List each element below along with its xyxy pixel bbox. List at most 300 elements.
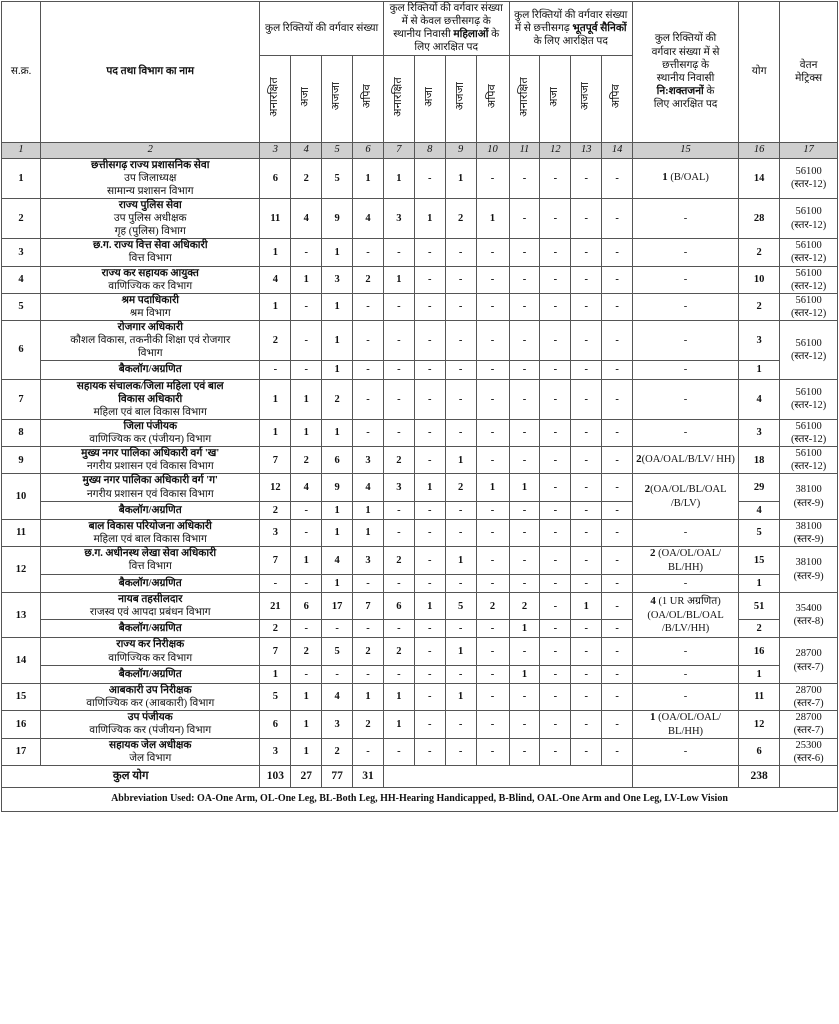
cell-col-14: - [602, 321, 633, 361]
abbreviation-text: Abbreviation Used: OA-One Arm, OL-One Leg, BL-Both Leg, HH-Hearing Handicapped, B-Blind, OAL-One Arm and One Leg, LV-Low Vision [2, 788, 838, 812]
cell-col-7: 2 [383, 638, 414, 665]
cell-col-10: - [476, 574, 509, 592]
cell-col-10: 1 [476, 198, 509, 238]
disability-reservation-cell [633, 711, 739, 739]
cell-col-14: - [602, 361, 633, 379]
subhead-women-obc: अपिव [476, 55, 509, 142]
cell-col-11: - [509, 321, 540, 361]
cell-col-13: - [571, 379, 602, 419]
table-row [2, 474, 838, 501]
serial-number: 14 [2, 638, 41, 683]
cell-col-8: - [414, 519, 445, 546]
serial-number: 17 [2, 738, 41, 765]
disability-count: 1 [662, 171, 668, 184]
cell-col-5: 2 [322, 738, 353, 765]
table-row [2, 266, 838, 293]
post-designation: उप जिलाध्यक्ष [124, 172, 177, 184]
backlog-label: बैकलॉग/अग्रणित [41, 574, 260, 592]
post-and-department [41, 266, 260, 293]
disability-reservation-cell [633, 447, 739, 474]
disability-reservation-cell: - [633, 239, 739, 266]
cell-col-13: - [571, 198, 602, 238]
pay-level: (स्तर-12) [790, 307, 827, 319]
pay-amount: 56100 [795, 166, 822, 178]
row-total: 28 [739, 198, 780, 238]
cell-col-9: 2 [445, 474, 476, 501]
cell-col-13: - [571, 638, 602, 665]
pay-matrix-cell [780, 321, 838, 380]
post-title: सहायक संचालक/जिला महिला एवं बाल [76, 380, 224, 392]
cell-col-14: - [602, 711, 633, 739]
cell-col-10: - [476, 665, 509, 683]
post-designation: जेल विभाग [129, 753, 172, 764]
cell-col-8: - [414, 547, 445, 575]
cell-col-10: - [476, 379, 509, 419]
cell-col-12: - [540, 574, 571, 592]
disability-count: 4 [650, 595, 656, 608]
cell-col-14: - [602, 198, 633, 238]
cell-col-3: 1 [260, 239, 291, 266]
grand-total-blank-pay [780, 766, 838, 788]
cell-col-8: - [414, 419, 445, 446]
cell-col-3: 7 [260, 638, 291, 665]
disability-codes: (OA/OAL/B/LV/ HH) [641, 454, 735, 466]
cell-col-10: - [476, 158, 509, 198]
cell-col-9: - [445, 665, 476, 683]
cell-col-12: - [540, 665, 571, 683]
cell-col-14: - [602, 379, 633, 419]
cell-col-11: - [509, 158, 540, 198]
table-row [2, 158, 838, 198]
row-total: 10 [739, 266, 780, 293]
table-row [2, 519, 838, 546]
hgw-l4: लिए आरक्षित पद [414, 42, 479, 54]
cell-col-6: - [353, 379, 384, 419]
pay-amount: 38100 [795, 557, 822, 569]
cell-col-6: 1 [353, 501, 384, 519]
post-designation: वित्त विभाग [128, 561, 172, 573]
disability-reservation-cell: - [633, 665, 739, 683]
cell-col-6: 1 [353, 519, 384, 546]
cell-col-12: - [540, 198, 571, 238]
cell-col-11: - [509, 361, 540, 379]
backlog-total: 4 [739, 501, 780, 519]
post-title: मुख्य नगर पालिका अधिकारी वर्ग 'ख' [81, 448, 220, 460]
cell-col-13: - [571, 738, 602, 765]
grand-total-sum: 238 [739, 766, 780, 788]
cell-col-4: - [291, 321, 322, 361]
pay-amount: 35400 [795, 603, 822, 615]
disability-reservation-cell: - [633, 321, 739, 361]
cell-col-12: - [540, 547, 571, 575]
cell-col-3: 5 [260, 683, 291, 710]
table-row [2, 683, 838, 710]
cell-col-12: - [540, 239, 571, 266]
post-and-department [41, 638, 260, 665]
pay-amount: 28700 [795, 684, 822, 696]
column-number-row [2, 142, 838, 158]
subhead-exserv-sc: अजा [540, 55, 571, 142]
cell-col-4: - [291, 519, 322, 546]
serial-number: 9 [2, 447, 41, 474]
disability-count: 2 [636, 453, 642, 466]
pay-level: (स्तर-12) [790, 461, 827, 473]
row-total: 6 [739, 738, 780, 765]
cell-col-12: - [540, 419, 571, 446]
pay-matrix-cell [780, 266, 838, 293]
cell-col-13: - [571, 158, 602, 198]
cell-col-11: - [509, 239, 540, 266]
cell-col-4: - [291, 501, 322, 519]
cell-col-14: - [602, 419, 633, 446]
backlog-total: 2 [739, 620, 780, 638]
cell-col-8: - [414, 447, 445, 474]
cell-col-13: - [571, 474, 602, 501]
cell-col-3: - [260, 361, 291, 379]
cell-col-7: - [383, 321, 414, 361]
cell-col-4: 1 [291, 419, 322, 446]
pay-matrix-cell [780, 419, 838, 446]
post-designation: राजस्व एवं आपदा प्रबंधन विभाग [89, 607, 211, 619]
disability-count: 1 [649, 711, 656, 723]
cell-col-14: - [602, 158, 633, 198]
cell-col-12: - [540, 474, 571, 501]
cell-col-10: - [476, 683, 509, 710]
cell-col-3: 6 [260, 158, 291, 198]
pay-amount: 56100 [795, 337, 822, 349]
cell-col-10: - [476, 361, 509, 379]
cell-col-13: - [571, 447, 602, 474]
serial-number: 7 [2, 379, 41, 419]
cell-col-13: - [571, 361, 602, 379]
cell-col-6: 3 [353, 547, 384, 575]
grand-total-blank-disability [633, 766, 739, 788]
backlog-label: बैकलॉग/अग्रणित [41, 361, 260, 379]
cell-col-4: - [291, 239, 322, 266]
cell-col-10: 1 [476, 474, 509, 501]
cell-col-5: 1 [322, 501, 353, 519]
cell-col-13: - [571, 519, 602, 546]
serial-number: 13 [2, 593, 41, 638]
cell-col-8: 1 [414, 593, 445, 620]
cell-col-14: - [602, 474, 633, 501]
cell-col-10: - [476, 266, 509, 293]
disability-reservation-cell [633, 474, 739, 519]
pay-matrix-cell [780, 519, 838, 546]
cell-col-7: - [383, 379, 414, 419]
pay-matrix-cell [780, 447, 838, 474]
backlog-label: बैकलॉग/अग्रणित [41, 665, 260, 683]
disability-reservation-cell [633, 158, 739, 198]
pay-amount: 56100 [795, 294, 822, 306]
cell-col-6: 2 [353, 638, 384, 665]
serial-number: 12 [2, 547, 41, 593]
post-title: रोजगार अधिकारी [117, 322, 183, 333]
cell-col-14: - [602, 620, 633, 638]
grand-total-col-5: 77 [322, 766, 353, 788]
post-and-department [41, 419, 260, 446]
backlog-row [2, 665, 838, 683]
cell-col-5: 5 [322, 638, 353, 665]
row-total: 2 [739, 293, 780, 320]
cell-col-14: - [602, 293, 633, 320]
post-designation: वाणिज्यिक कर (पंजीयन) विभाग [89, 434, 212, 445]
pay-level: (स्तर-12) [790, 253, 827, 265]
post-and-department [41, 683, 260, 710]
post-title: नायब तहसीलदार [118, 594, 183, 605]
cell-col-5: 3 [322, 711, 353, 739]
cell-col-11: - [509, 711, 540, 739]
cell-col-7: 3 [383, 198, 414, 238]
post-title: राज्य कर सहायक आयुक्त [101, 267, 199, 279]
row-total: 3 [739, 419, 780, 446]
cell-col-4: 1 [291, 738, 322, 765]
cell-col-12: - [540, 738, 571, 765]
pay-level: (स्तर-8) [793, 616, 824, 628]
cell-col-8: - [414, 239, 445, 266]
disability-reservation-cell: - [633, 293, 739, 320]
cell-col-13: - [571, 574, 602, 592]
colnum-2: 2 [41, 142, 260, 158]
pay-amount: 28700 [795, 648, 822, 660]
cell-col-8: - [414, 683, 445, 710]
cell-col-3: 21 [260, 593, 291, 620]
pay-level: (स्तर-12) [790, 350, 827, 362]
grand-total-col-3: 103 [260, 766, 291, 788]
cell-col-7: 3 [383, 474, 414, 501]
cell-col-3: 1 [260, 293, 291, 320]
cell-col-9: - [445, 501, 476, 519]
cell-col-7: - [383, 239, 414, 266]
cell-col-4: 1 [291, 683, 322, 710]
post-title: सहायक जेल अधीक्षक [108, 739, 192, 751]
cell-col-4: 2 [291, 158, 322, 198]
post-and-department [41, 738, 260, 765]
cell-col-9: 5 [445, 593, 476, 620]
colnum-15: 15 [633, 142, 739, 158]
post-title: जिला पंजीयक [123, 420, 178, 432]
pay-amount: 25300 [795, 739, 822, 751]
post-title: श्रम पदाधिकारी [121, 294, 180, 306]
cell-col-10: - [476, 447, 509, 474]
colnum-13: 13 [571, 142, 602, 158]
cell-col-9: - [445, 321, 476, 361]
pay-matrix-cell [780, 638, 838, 683]
hgd-l6: लिए आरक्षित पद [653, 99, 718, 110]
cell-col-7: - [383, 519, 414, 546]
cell-col-7: - [383, 501, 414, 519]
pay-matrix-cell [780, 239, 838, 266]
cell-col-7: 1 [383, 683, 414, 710]
cell-col-5: 5 [322, 158, 353, 198]
hgd-l4: स्थानीय निवासी [656, 72, 715, 84]
cell-col-13: - [571, 321, 602, 361]
cell-col-6: 4 [353, 198, 384, 238]
cell-col-9: - [445, 379, 476, 419]
table-row [2, 239, 838, 266]
pay-level: (स्तर-12) [790, 280, 827, 292]
cell-col-8: - [414, 620, 445, 638]
cell-col-6: - [353, 738, 384, 765]
table-row [2, 419, 838, 446]
grand-total-blank [383, 766, 632, 788]
backlog-row [2, 361, 838, 379]
cell-col-6: - [353, 574, 384, 592]
cell-col-8: - [414, 501, 445, 519]
cell-col-5: 3 [322, 266, 353, 293]
cell-col-11: - [509, 519, 540, 546]
cell-col-7: - [383, 419, 414, 446]
cell-col-3: 12 [260, 474, 291, 501]
cell-col-6: 2 [353, 711, 384, 739]
subhead-total-sc: अजा [291, 55, 322, 142]
cell-col-3: 3 [260, 738, 291, 765]
post-and-department [41, 321, 260, 361]
disability-reservation-cell [633, 547, 739, 575]
table-row [2, 379, 838, 419]
colnum-7: 7 [383, 142, 414, 158]
cell-col-8: - [414, 738, 445, 765]
post-and-department [41, 447, 260, 474]
post-title: छ.ग. राज्य वित्त सेवा अधिकारी [92, 240, 208, 252]
cell-col-9: - [445, 293, 476, 320]
cell-col-4: 1 [291, 379, 322, 419]
cell-col-6: - [353, 361, 384, 379]
disability-reservation-cell: - [633, 683, 739, 710]
serial-number: 8 [2, 419, 41, 446]
table-row [2, 738, 838, 765]
row-total: 15 [739, 547, 780, 575]
cell-col-9: - [445, 711, 476, 739]
cell-col-5: 1 [322, 419, 353, 446]
header-group-disabled [633, 2, 739, 143]
backlog-total: 1 [739, 574, 780, 592]
table-header [2, 2, 838, 159]
post-and-department [41, 158, 260, 198]
subhead-women-unreserved: अनारक्षित [383, 55, 414, 142]
cell-col-8: - [414, 711, 445, 739]
cell-col-11: - [509, 293, 540, 320]
cell-col-7: - [383, 361, 414, 379]
cell-col-6: 7 [353, 593, 384, 620]
colnum-16: 16 [739, 142, 780, 158]
hge-l1: कुल रिक्तियों की वर्गवार संख्या [514, 9, 628, 21]
post-designation: वाणिज्यिक कर (आबकारी) विभाग [86, 697, 215, 709]
cell-col-12: - [540, 266, 571, 293]
post-title: राज्य पुलिस सेवा [118, 199, 182, 211]
cell-col-9: 1 [445, 447, 476, 474]
row-total: 14 [739, 158, 780, 198]
row-total: 5 [739, 519, 780, 546]
table-row [2, 198, 838, 238]
cell-col-6: - [353, 419, 384, 446]
hge-l2a: में से छत्तीसगढ़ [514, 22, 573, 34]
cell-col-14: - [602, 266, 633, 293]
cell-col-9: - [445, 574, 476, 592]
serial-number: 1 [2, 158, 41, 198]
post-and-department [41, 711, 260, 739]
cell-col-9: 1 [445, 547, 476, 575]
cell-col-12: - [540, 683, 571, 710]
post-department: विभाग [137, 348, 163, 360]
cell-col-5: 1 [322, 361, 353, 379]
cell-col-5: 17 [322, 593, 353, 620]
cell-col-7: - [383, 293, 414, 320]
cell-col-6: - [353, 239, 384, 266]
hge-l2b: भूतपूर्व सैनिकों [572, 22, 627, 34]
disability-codes: (1 UR अग्रणित) (OA/OL/BL/OAL /B/LV/HH) [647, 596, 724, 635]
pay-amount: 28700 [795, 712, 822, 724]
cell-col-11: - [509, 501, 540, 519]
colnum-6: 6 [353, 142, 384, 158]
row-total: 51 [739, 593, 780, 620]
cell-col-5: 1 [322, 293, 353, 320]
cell-col-12: - [540, 447, 571, 474]
cell-col-11: - [509, 547, 540, 575]
cell-col-7: - [383, 738, 414, 765]
cell-col-14: - [602, 593, 633, 620]
subhead-total-unreserved: अनारक्षित [260, 55, 291, 142]
table-row [2, 638, 838, 665]
cell-col-9: 2 [445, 198, 476, 238]
cell-col-14: - [602, 665, 633, 683]
pay-level: (स्तर-6) [793, 753, 824, 764]
pay-matrix-cell [780, 293, 838, 320]
cell-col-10: 2 [476, 593, 509, 620]
pay-level: (स्तर-9) [793, 533, 824, 545]
cell-col-7: 1 [383, 158, 414, 198]
cell-col-13: - [571, 711, 602, 739]
colnum-3: 3 [260, 142, 291, 158]
row-total: 11 [739, 683, 780, 710]
cell-col-10: - [476, 738, 509, 765]
cell-col-3: 7 [260, 547, 291, 575]
pay-amount: 56100 [795, 448, 822, 460]
cell-col-11: - [509, 683, 540, 710]
cell-col-9: - [445, 239, 476, 266]
colnum-4: 4 [291, 142, 322, 158]
post-designation: कौशल विकास, तकनीकी शिक्षा एवं रोजगार [70, 335, 231, 347]
disability-codes: (OA/OL/BL/OAL /B/LV) [650, 484, 727, 509]
post-designation: वाणिज्यिक कर विभाग [108, 280, 193, 292]
cell-col-6: - [353, 620, 384, 638]
disability-codes: (B/OAL) [667, 172, 709, 184]
cell-col-8: - [414, 361, 445, 379]
header-post-name: पद तथा विभाग का नाम [41, 2, 260, 143]
serial-number: 15 [2, 683, 41, 710]
grand-total-row [2, 766, 838, 788]
cell-col-6: 2 [353, 266, 384, 293]
cell-col-14: - [602, 447, 633, 474]
cell-col-8: - [414, 321, 445, 361]
serial-number: 4 [2, 266, 41, 293]
cell-col-4: 6 [291, 593, 322, 620]
pay-matrix-cell [780, 547, 838, 593]
cell-col-5: 9 [322, 198, 353, 238]
cell-col-6: 1 [353, 683, 384, 710]
pay-matrix-cell [780, 158, 838, 198]
colnum-14: 14 [602, 142, 633, 158]
disability-codes: (OA/OL/OAL/ BL/HH) [655, 548, 722, 573]
cell-col-13: - [571, 239, 602, 266]
cell-col-11: 1 [509, 620, 540, 638]
vacancy-table [1, 1, 838, 812]
disability-reservation-cell: - [633, 379, 739, 419]
cell-col-7: 2 [383, 447, 414, 474]
cell-col-9: - [445, 738, 476, 765]
cell-col-3: 1 [260, 419, 291, 446]
cell-col-6: - [353, 293, 384, 320]
